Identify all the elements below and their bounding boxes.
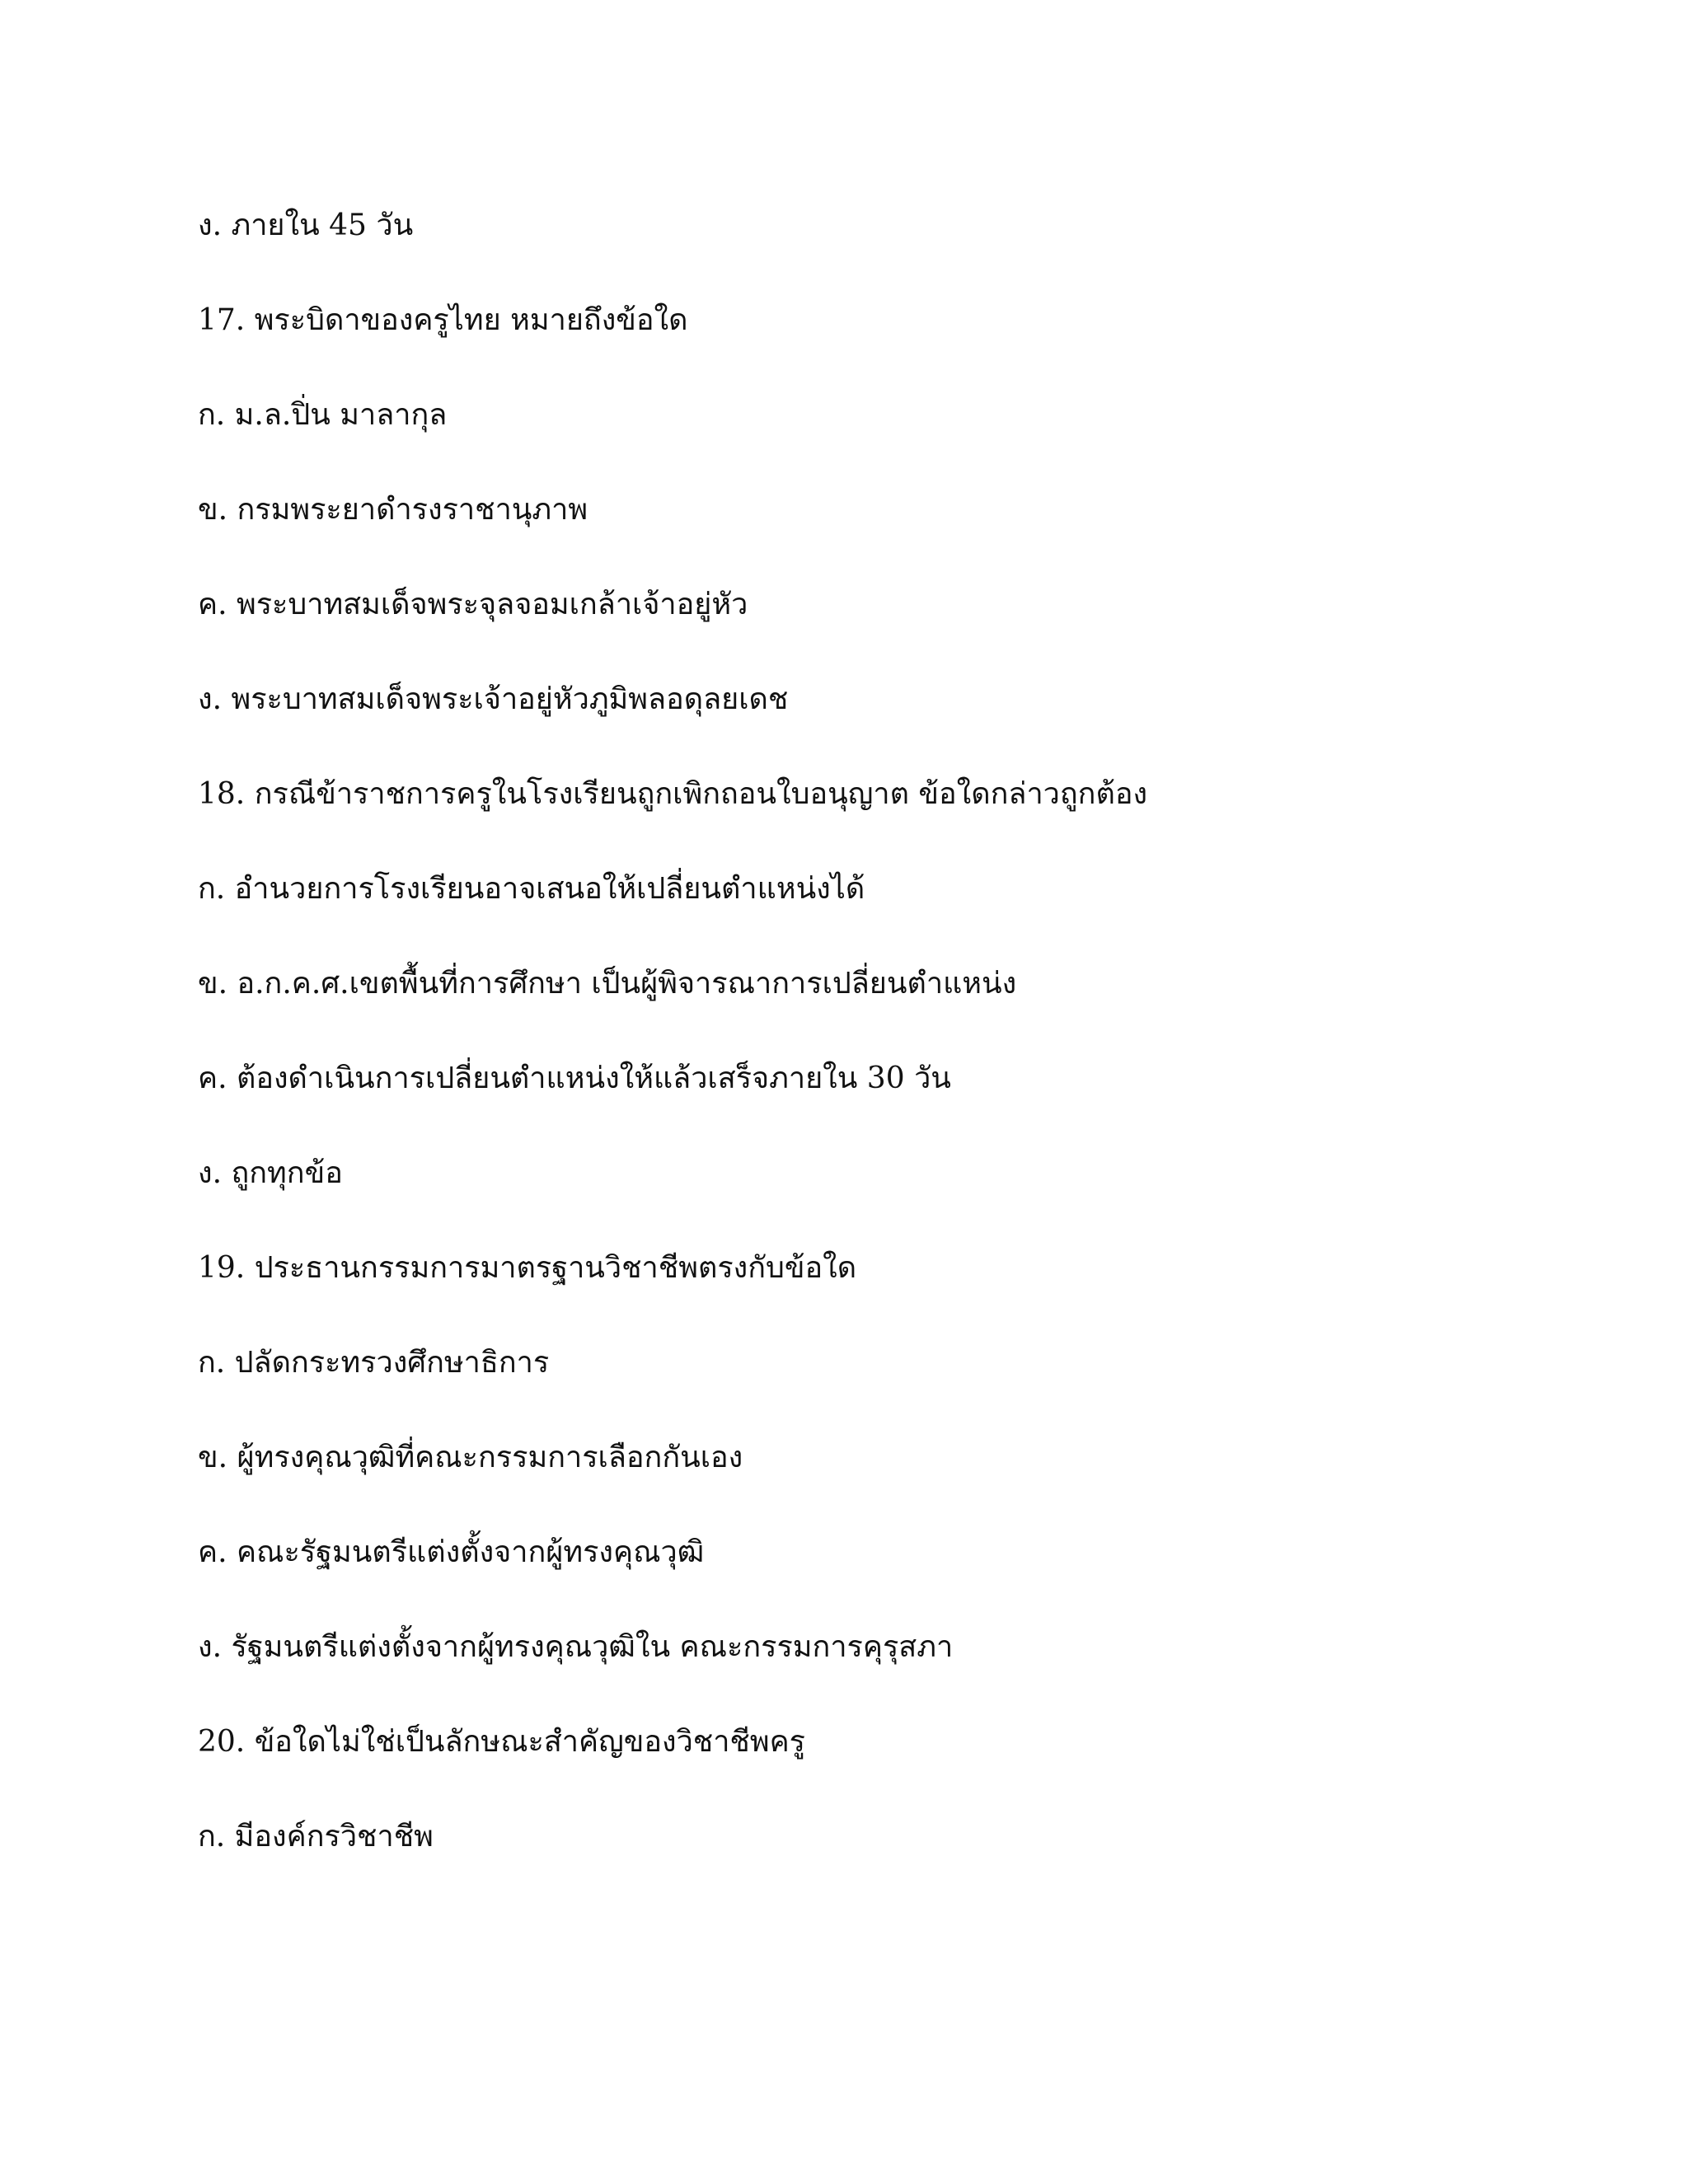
answer-option-line: ก. ม.ล.ปิ่น มาลากุล: [198, 398, 448, 432]
question-line: 18. กรณีข้าราชการครูในโรงเรียนถูกเพิกถอนใบอนุญาต ข้อใดกล่าวถูกต้อง: [198, 777, 1148, 811]
document-body: [198, 196, 1599, 1902]
answer-option-line: ข. กรมพระยาดำรงราชานุภาพ: [198, 493, 588, 527]
answer-option-line: ง. พระบาทสมเด็จพระเจ้าอยู่หัวภูมิพลอดุลยเดช: [198, 682, 789, 716]
answer-option-line: ง. รัฐมนตรีแต่งตั้งจากผู้ทรงคุณวุฒิใน คณะกรรมการคุรุสภา: [198, 1630, 954, 1664]
answer-option-line: ค. ต้องดำเนินการเปลี่ยนตำแหน่งให้แล้วเสร็จภายใน 30 วัน: [198, 1062, 951, 1095]
question-line: 19. ประธานกรรมการมาตรฐานวิชาชีพตรงกับข้อใด: [198, 1251, 857, 1285]
answer-option-line: ค. พระบาทสมเด็จพระจุลจอมเกล้าเจ้าอยู่หัว: [198, 588, 748, 621]
answer-option-line: ข. ผู้ทรงคุณวุฒิที่คณะกรรมการเลือกกันเอง: [198, 1441, 743, 1474]
answer-option-line: ง. ภายใน 45 วัน: [198, 209, 414, 242]
answer-option-line: ง. ถูกทุกข้อ: [198, 1156, 343, 1190]
answer-option-line: ค. คณะรัฐมนตรีแต่งตั้งจากผู้ทรงคุณวุฒิ: [198, 1535, 705, 1569]
answer-option-line: ก. มีองค์กรวิชาชีพ: [198, 1820, 434, 1854]
question-line: 20. ข้อใดไม่ใช่เป็นลักษณะสำคัญของวิชาชีพครู: [198, 1725, 806, 1759]
answer-option-line: ข. อ.ก.ค.ศ.เขตพื้นที่การศึกษา เป็นผู้พิจารณาการเปลี่ยนตำแหน่ง: [198, 967, 1017, 1001]
question-line: 17. พระบิดาของครูไทย หมายถึงข้อใด: [198, 303, 688, 337]
answer-option-line: ก. อำนวยการโรงเรียนอาจเสนอให้เปลี่ยนตำแหน่งได้: [198, 872, 865, 906]
answer-option-line: ก. ปลัดกระทรวงศึกษาธิการ: [198, 1346, 550, 1380]
